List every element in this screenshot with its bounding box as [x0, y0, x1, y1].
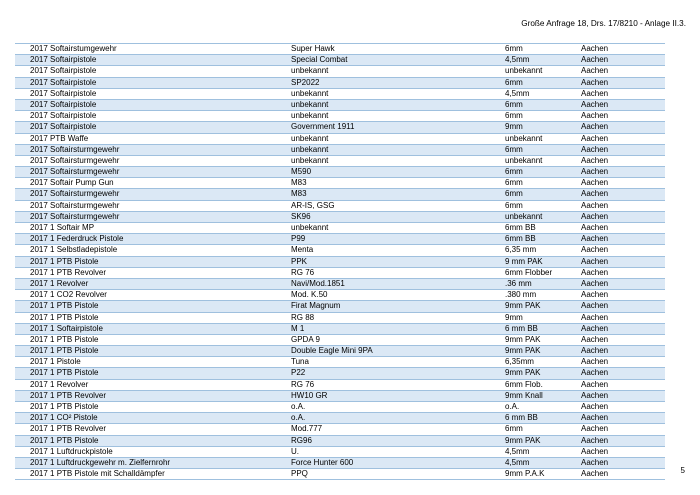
weapon-type-cell: 2017 Softairsturmgewehr [30, 167, 120, 177]
model-cell: PPQ [291, 469, 308, 479]
model-cell: M 1 [291, 323, 305, 333]
model-cell: SP2022 [291, 77, 320, 87]
weapon-type-cell: 2017 1 Selbstladepistole [30, 245, 118, 255]
model-cell: M590 [291, 167, 312, 177]
caliber-cell: 6mm [505, 144, 523, 154]
caliber-cell: 9mm Knall [505, 390, 543, 400]
location-cell: Aachen [581, 55, 609, 65]
caliber-cell: 6,35mm [505, 357, 534, 367]
caliber-cell: 4,5mm [505, 457, 530, 467]
caliber-cell: 6mm [505, 44, 523, 53]
location-cell: Aachen [581, 144, 609, 154]
location-cell: Aachen [581, 155, 609, 165]
model-cell: AR-IS, GSG [291, 200, 335, 210]
location-cell: Aachen [581, 435, 609, 445]
table-row [15, 156, 665, 167]
location-cell: Aachen [581, 245, 609, 255]
model-cell: unbekannt [291, 133, 329, 143]
caliber-cell: .36 mm [505, 278, 532, 288]
table-row [15, 458, 665, 469]
weapon-type-cell: 2017 Softairsturmgewehr [30, 144, 120, 154]
model-cell: P99 [291, 234, 306, 244]
weapon-type-cell: 2017 1 CO² Pistole [30, 413, 98, 423]
location-cell: Aachen [581, 446, 609, 456]
model-cell: M83 [291, 178, 307, 188]
model-cell: o.A. [291, 402, 306, 411]
model-cell: unbekannt [291, 99, 329, 109]
caliber-cell: 6mm [505, 189, 523, 199]
table-row [15, 111, 665, 122]
weapon-type-cell: 2017 Softairstumgewehr [30, 44, 117, 53]
location-cell: Aachen [581, 290, 609, 300]
table-row [15, 212, 665, 223]
model-cell: SK96 [291, 211, 311, 221]
table-row [15, 134, 665, 145]
weapon-type-cell: 2017 1 Luftdruckgewehr m. Zielfernrohr [30, 457, 171, 467]
caliber-cell: 6mm [505, 200, 523, 210]
model-cell: unbekannt [291, 111, 329, 121]
model-cell: unbekannt [291, 88, 329, 98]
weapon-type-cell: 2017 1 PTB Revolver [30, 267, 107, 277]
weapon-type-cell: 2017 1 PTB Pistole [30, 368, 99, 378]
model-cell: Tuna [291, 357, 309, 367]
location-cell: Aachen [581, 379, 609, 389]
weapon-type-cell: 2017 1 Revolver [30, 379, 89, 389]
location-cell: Aachen [581, 469, 609, 479]
weapon-type-cell: 2017 1 PTB Pistole mit Schalldämpfer [30, 469, 165, 479]
location-cell: Aachen [581, 368, 609, 378]
weapons-table [15, 43, 665, 480]
weapon-type-cell: 2017 Softairsturmgewehr [30, 211, 120, 221]
location-cell: Aachen [581, 189, 609, 199]
location-cell: Aachen [581, 357, 609, 367]
location-cell: Aachen [581, 323, 609, 333]
caliber-cell: .380 mm [505, 290, 537, 300]
caliber-cell: 4,5mm [505, 55, 530, 65]
caliber-cell: 4,5mm [505, 446, 530, 456]
location-cell: Aachen [581, 99, 609, 109]
model-cell: HW10 GR [291, 390, 328, 400]
weapon-type-cell: 2017 1 PTB Pistole [30, 435, 99, 445]
location-cell: Aachen [581, 111, 609, 121]
model-cell: U. [291, 446, 299, 456]
model-cell: Government 1911 [291, 122, 355, 132]
model-cell: Firat Magnum [291, 301, 341, 311]
table-row [15, 380, 665, 391]
location-cell: Aachen [581, 334, 609, 344]
location-cell: Aachen [581, 167, 609, 177]
table-row [15, 223, 665, 234]
table-row [15, 357, 665, 368]
model-cell: Special Combat [291, 55, 348, 65]
location-cell: Aachen [581, 256, 609, 266]
model-cell: Super Hawk [291, 44, 335, 53]
model-cell: Mod.777 [291, 424, 323, 434]
table-row [15, 189, 665, 200]
caliber-cell: unbekannt [505, 66, 543, 76]
table-row [15, 44, 665, 55]
caliber-cell: o.A. [505, 402, 520, 411]
table-row [15, 469, 665, 480]
table-row [15, 279, 665, 290]
location-cell: Aachen [581, 178, 609, 188]
model-cell: unbekannt [291, 155, 329, 165]
model-cell: Mod. K.50 [291, 290, 328, 300]
model-cell: RG96 [291, 435, 312, 445]
weapon-type-cell: 2017 1 CO2 Revolver [30, 290, 107, 300]
location-cell: Aachen [581, 402, 609, 411]
table-row [15, 447, 665, 458]
caliber-cell: 6 mm BB [505, 323, 538, 333]
table-row [15, 402, 665, 413]
location-cell: Aachen [581, 390, 609, 400]
location-cell: Aachen [581, 88, 609, 98]
weapon-type-cell: 2017 1 PTB Pistole [30, 346, 99, 356]
caliber-cell: 6mm [505, 178, 523, 188]
caliber-cell: 6mm [505, 424, 523, 434]
table-row [15, 122, 665, 133]
weapon-type-cell: 2017 1 Revolver [30, 278, 89, 288]
location-cell: Aachen [581, 413, 609, 423]
caliber-cell: 9mm [505, 122, 523, 132]
table-row [15, 413, 665, 424]
location-cell: Aachen [581, 346, 609, 356]
weapon-type-cell: 2017 Softairpistole [30, 77, 97, 87]
model-cell: unbekannt [291, 144, 329, 154]
weapon-type-cell: 2017 Softairsturmgewehr [30, 155, 120, 165]
model-cell: Force Hunter 600 [291, 457, 354, 467]
table-row [15, 167, 665, 178]
location-cell: Aachen [581, 77, 609, 87]
table-row [15, 178, 665, 189]
weapon-type-cell: 2017 1 PTB Pistole [30, 312, 99, 322]
caliber-cell: 6mm [505, 99, 523, 109]
table-row [15, 324, 665, 335]
weapon-type-cell: 2017 1 Luftdruckpistole [30, 446, 113, 456]
caliber-cell: 6mm BB [505, 223, 536, 232]
document-header: Große Anfrage 18, Drs. 17/8210 - Anlage II.3. [521, 19, 686, 28]
table-row [15, 78, 665, 89]
table-row [15, 55, 665, 66]
model-cell: RG 88 [291, 312, 315, 322]
caliber-cell: 9mm PAK [505, 301, 541, 311]
table-row [15, 89, 665, 100]
model-cell: Double Eagle Mini 9PA [291, 346, 373, 356]
caliber-cell: 9mm PAK [505, 346, 541, 356]
table-row [15, 436, 665, 447]
weapon-type-cell: 2017 1 Pistole [30, 357, 81, 367]
location-cell: Aachen [581, 66, 609, 76]
table-row [15, 335, 665, 346]
caliber-cell: unbekannt [505, 133, 543, 143]
caliber-cell: 9mm PAK [505, 334, 541, 344]
weapon-type-cell: 2017 Softairpistole [30, 122, 97, 132]
weapon-type-cell: 2017 1 Softair MP [30, 223, 95, 232]
location-cell: Aachen [581, 44, 609, 53]
weapon-type-cell: 2017 Softairpistole [30, 88, 97, 98]
caliber-cell: 9mm [505, 312, 523, 322]
caliber-cell: 6mm Flobber [505, 267, 553, 277]
weapon-type-cell: 2017 Softairpistole [30, 66, 97, 76]
caliber-cell: 9mm PAK [505, 368, 541, 378]
weapon-type-cell: 2017 1 PTB Revolver [30, 424, 107, 434]
weapon-type-cell: 2017 Softairpistole [30, 111, 97, 121]
table-row [15, 257, 665, 268]
caliber-cell: 9mm PAK [505, 435, 541, 445]
model-cell: unbekannt [291, 66, 329, 76]
caliber-cell: 9 mm PAK [505, 256, 543, 266]
model-cell: Menta [291, 245, 314, 255]
weapon-type-cell: 2017 1 PTB Pistole [30, 402, 99, 411]
table-row [15, 66, 665, 77]
location-cell: Aachen [581, 267, 609, 277]
caliber-cell: unbekannt [505, 155, 543, 165]
table-row [15, 201, 665, 212]
table-row [15, 145, 665, 156]
location-cell: Aachen [581, 424, 609, 434]
weapon-type-cell: 2017 PTB Waffe [30, 133, 89, 143]
location-cell: Aachen [581, 312, 609, 322]
model-cell: o.A. [291, 413, 306, 423]
page-number: 5 [680, 466, 685, 475]
caliber-cell: 6mm Flob. [505, 379, 543, 389]
weapon-type-cell: 2017 1 PTB Revolver [30, 390, 107, 400]
location-cell: Aachen [581, 122, 609, 132]
table-row [15, 245, 665, 256]
table-row [15, 313, 665, 324]
weapon-type-cell: 2017 1 PTB Pistole [30, 334, 99, 344]
model-cell: unbekannt [291, 223, 329, 232]
caliber-cell: 6 mm BB [505, 413, 538, 423]
location-cell: Aachen [581, 211, 609, 221]
table-row [15, 100, 665, 111]
caliber-cell: 6mm BB [505, 234, 536, 244]
weapon-type-cell: 2017 1 Softairpistole [30, 323, 103, 333]
location-cell: Aachen [581, 133, 609, 143]
model-cell: GPDA 9 [291, 334, 320, 344]
model-cell: P22 [291, 368, 306, 378]
table-row [15, 391, 665, 402]
model-cell: M83 [291, 189, 307, 199]
caliber-cell: unbekannt [505, 211, 543, 221]
location-cell: Aachen [581, 301, 609, 311]
caliber-cell: 9mm P.A.K [505, 469, 545, 479]
weapon-type-cell: 2017 1 Federdruck Pistole [30, 234, 124, 244]
caliber-cell: 6,35 mm [505, 245, 537, 255]
weapon-type-cell: 2017 Softairpistole [30, 99, 97, 109]
location-cell: Aachen [581, 457, 609, 467]
table-row [15, 368, 665, 379]
table-row [15, 268, 665, 279]
caliber-cell: 6mm [505, 167, 523, 177]
weapon-type-cell: 2017 Softairsturmgewehr [30, 200, 120, 210]
weapon-type-cell: 2017 1 PTB Pistole [30, 256, 99, 266]
model-cell: RG 76 [291, 267, 315, 277]
caliber-cell: 4,5mm [505, 88, 530, 98]
model-cell: Navi/Mod.1851 [291, 278, 345, 288]
caliber-cell: 6mm [505, 77, 523, 87]
table-row [15, 301, 665, 312]
table-row [15, 424, 665, 435]
location-cell: Aachen [581, 223, 609, 232]
model-cell: RG 76 [291, 379, 315, 389]
weapon-type-cell: 2017 Softair Pump Gun [30, 178, 114, 188]
weapon-type-cell: 2017 Softairpistole [30, 55, 97, 65]
location-cell: Aachen [581, 200, 609, 210]
table-row [15, 346, 665, 357]
weapon-type-cell: 2017 Softairsturmgewehr [30, 189, 120, 199]
weapon-type-cell: 2017 1 PTB Pistole [30, 301, 99, 311]
model-cell: PPK [291, 256, 308, 266]
table-row [15, 234, 665, 245]
table-row [15, 290, 665, 301]
caliber-cell: 6mm [505, 111, 523, 121]
location-cell: Aachen [581, 278, 609, 288]
location-cell: Aachen [581, 234, 609, 244]
